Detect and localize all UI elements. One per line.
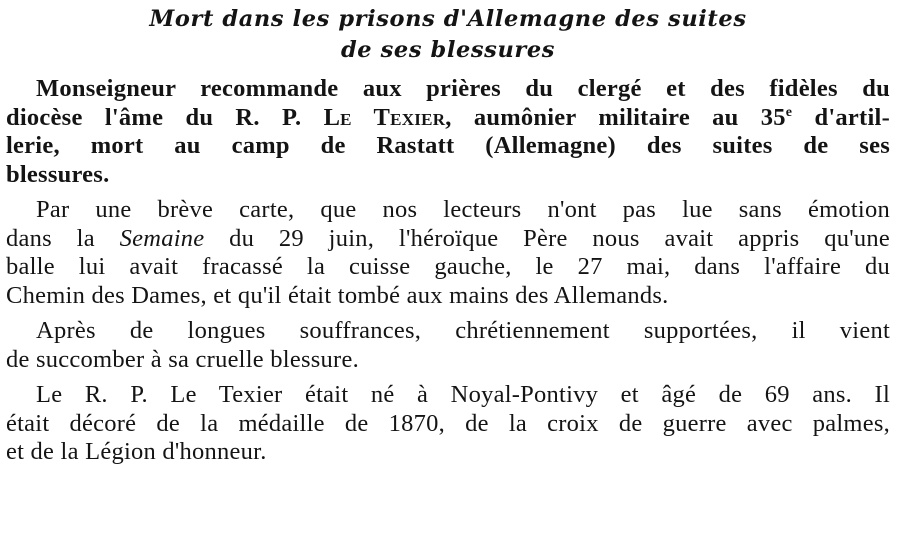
paragraph-1-line-4: blessures. [6, 160, 110, 188]
paragraph-4-line-3: et de la Légion d'honneur. [6, 438, 267, 465]
publication-name: Semaine [119, 224, 205, 252]
paragraph-4-line-2: était décoré de la médaille de 1870, de la croix de guerre avec palmes, [6, 409, 890, 437]
paragraph-3 [6, 317, 890, 374]
text-run: , aumônier militaire au 35 [445, 103, 786, 131]
paragraph-2-line-4: Chemin des Dames, et qu'il était tombé aux mains des Allemands. [6, 281, 669, 309]
paragraph-1-line-1: Monseigneur recommande aux prières du clergé et des fidèles du [36, 75, 890, 102]
paragraph-1 [6, 75, 890, 189]
text-run: diocèse l'âme du R. P. [6, 103, 324, 131]
paragraph-4-line-1: Le R. P. Le Texier était né à Noyal-Pontivy et âgé de 69 ans. Il [36, 381, 890, 408]
paragraph-2-line-3: balle lui avait fracassé la cuisse gauche, le 27 mai, dans l'affaire du [6, 253, 890, 280]
text-run: d'artil- [792, 103, 890, 131]
article-title [6, 4, 890, 66]
text-run: dans la [6, 224, 120, 252]
paragraph-4 [6, 381, 890, 467]
paragraph-2-line-2 [6, 225, 890, 254]
paragraph-1-line-3: lerie, mort au camp de Rastatt (Allemagne) des suites de ses [6, 132, 890, 159]
paragraph-1-line-2 [6, 104, 890, 133]
priest-name: Le Texier [323, 103, 446, 131]
text-run: du 29 juin, l'héroïque Père nous avait appris qu'une [204, 224, 890, 252]
paragraph-3-line-2: de succomber à sa cruelle blessure. [6, 345, 359, 373]
title-line-2: de ses blessures [340, 37, 556, 63]
ordinal-suffix: e [785, 104, 793, 120]
paragraph-2-line-1: Par une brève carte, que nos lecteurs n'ont pas lue sans émotion [36, 196, 890, 223]
title-line-1: Mort dans les prisons d'Allemagne des suites [149, 6, 747, 32]
paragraph-3-line-1: Après de longues souffrances, chrétiennement supportées, il vient [36, 317, 890, 344]
paragraph-2 [6, 196, 890, 310]
